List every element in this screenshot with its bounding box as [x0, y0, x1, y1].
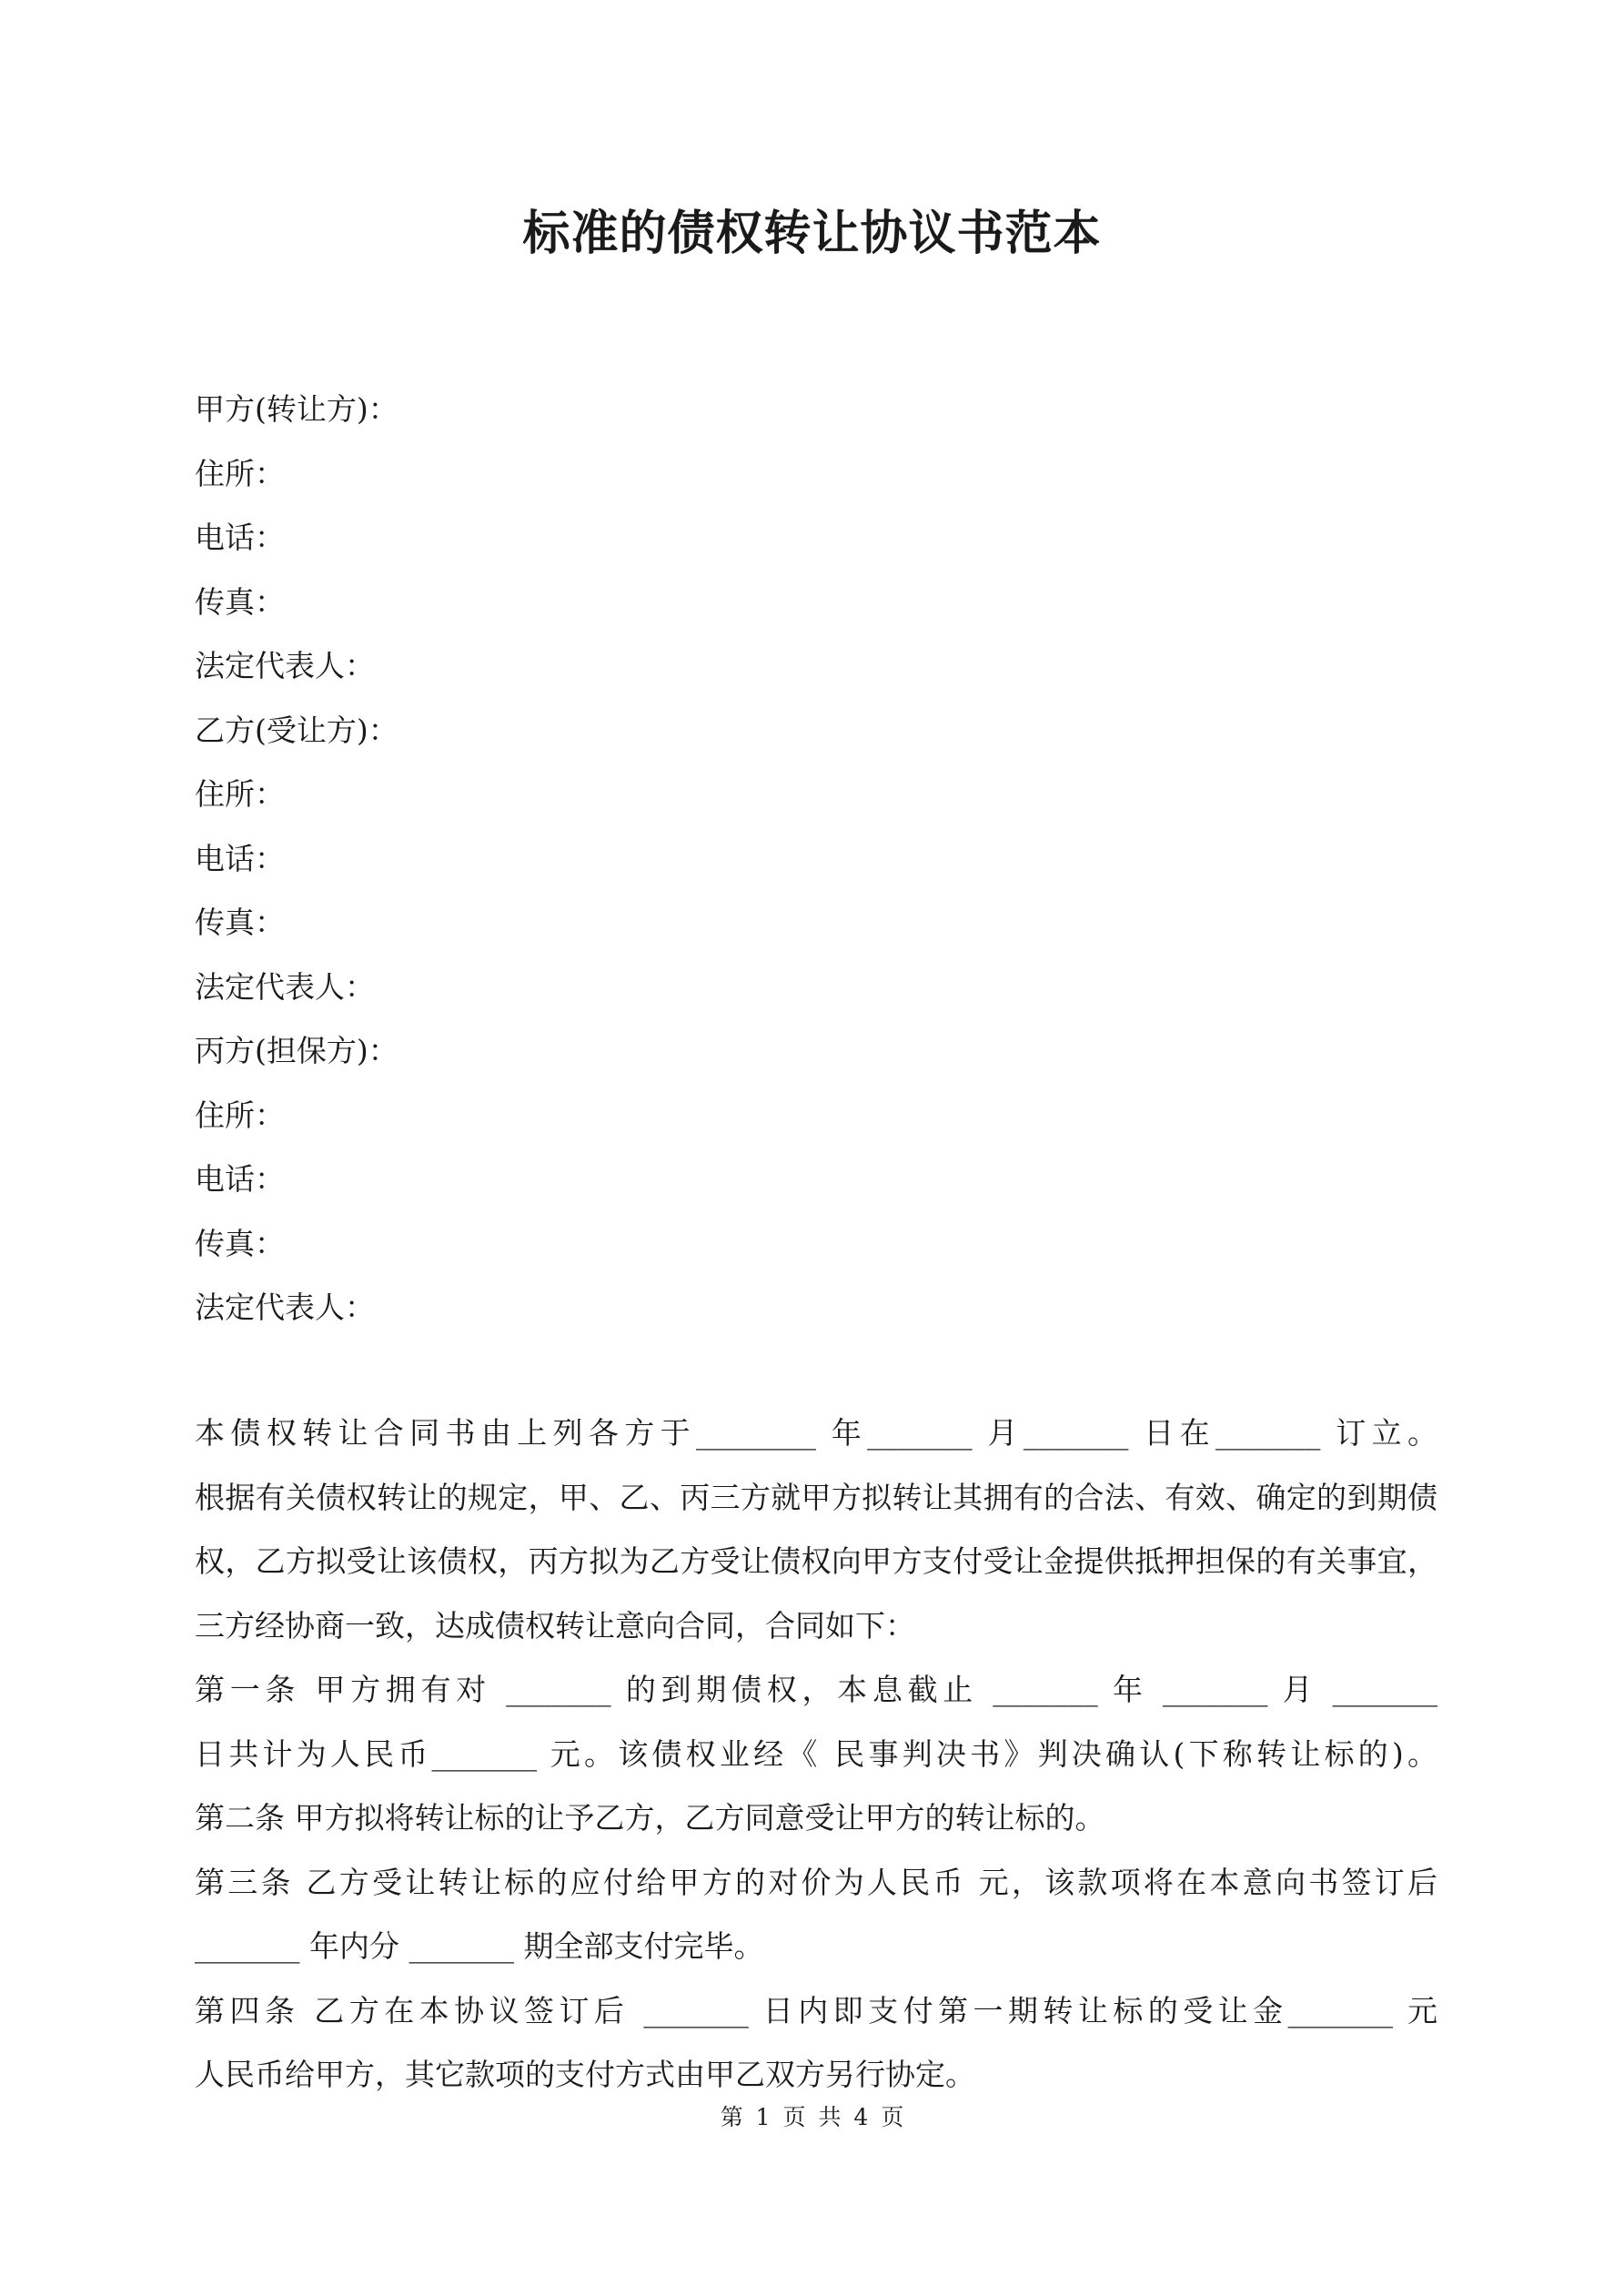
party-b-fax: 传真： — [195, 905, 285, 940]
party-c-label: 丙方(担保方)： — [195, 1033, 398, 1068]
intro-line: 本债权转让合同书由上列各方于________ 年_______ 月_______ 日在_______ 订立。 — [195, 1415, 1437, 1451]
party-a-phone: 电话： — [195, 520, 285, 555]
party-a-label: 甲方(转让方)： — [195, 391, 398, 427]
party-c-fax: 传真： — [195, 1225, 285, 1261]
document-title: 标准的债权转让协议书范本 — [522, 206, 1102, 261]
party-a-address: 住所： — [195, 455, 285, 491]
party-b-label: 乙方(受让方)： — [195, 712, 398, 748]
party-a-fax: 传真： — [195, 583, 285, 620]
party-c-address: 住所： — [195, 1097, 285, 1133]
page-number: 第 1 页 共 4 页 — [720, 2104, 904, 2130]
article-3-line-1: 第三条 乙方受让转让标的应付给甲方的对价为人民币 元，该款项将在本意向书签订后 — [195, 1864, 1437, 1900]
party-c-phone: 电话： — [195, 1161, 285, 1197]
party-b-phone: 电话： — [195, 840, 285, 876]
article-3-line-2: _______ 年内分 _______ 期全部支付完毕。 — [195, 1928, 764, 1964]
article-1-line-2: 日共计为人民币_______ 元。该债权业经《 民事判决书》判决确认(下称转让标的)。 — [195, 1735, 1437, 1772]
article-1-line-1: 第一条 甲方拥有对 _______ 的到期债权，本息截止 _______ 年 _______ 月 _______ — [195, 1672, 1437, 1707]
party-b-legal-rep: 法定代表人： — [195, 968, 375, 1005]
article-2: 第二条 甲方拟将转让标的让予乙方，乙方同意受让甲方的转让标的。 — [195, 1800, 1105, 1836]
contract-body — [195, 1401, 1437, 2108]
party-b-address: 住所： — [195, 776, 285, 812]
article-4-line-2: 人民币给甲方，其它款项的支付方式由甲乙双方另行协定。 — [195, 2057, 975, 2092]
article-4-line-1: 第四条 乙方在本协议签订后 _______ 日内即支付第一期转让标的受让金_______ 元 — [195, 1992, 1437, 2028]
party-list — [195, 378, 1450, 1340]
party-c-legal-rep: 法定代表人： — [195, 1290, 375, 1325]
party-a-legal-rep: 法定代表人： — [195, 648, 375, 683]
intro-paragraph: 根据有关债权转让的规定，甲、乙、丙三方就甲方拟转让其拥有的合法、有效、确定的到期债权，乙方拟受让该债权，丙方拟为乙方受让债权向甲方支付受让金提供抵押担保的有关事宜，三方经协商一致，达成债权转让意向合同，合同如下： — [195, 1479, 1437, 1644]
